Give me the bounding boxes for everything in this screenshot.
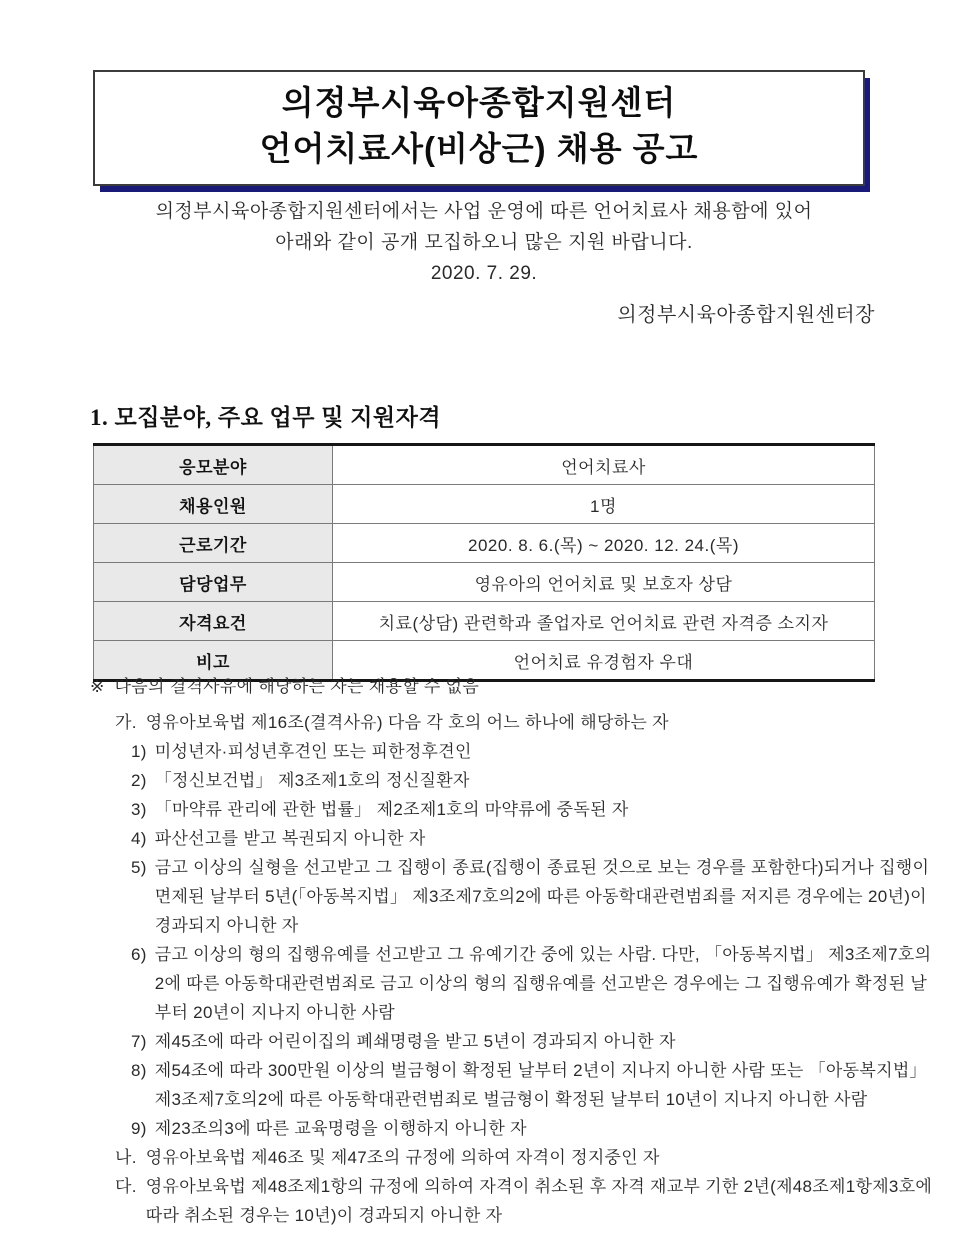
note-marker: 9) <box>131 1119 147 1138</box>
table-row <box>94 602 875 641</box>
row-value: 언어치료 유경험자 우대 <box>333 641 875 681</box>
row-value: 1명 <box>333 485 875 524</box>
note-marker: 나. <box>115 1148 137 1167</box>
title-line-1: 의정부시육아종합지원센터 <box>281 84 677 121</box>
note-text: 금고 이상의 형의 집행유예를 선고받고 그 유예기간 중에 있는 사람. 다만, 「아동복지법」 제3조제7호의2에 따른 아동학대관련범죄로 금고 이상의 형의 집행유예를 선고받은 경우에는 그 집행유예가 확정된 날부터 20년이 지나지 아니한 사람 <box>154 945 932 1022</box>
announcement-date: 2020. 7. 29. <box>430 263 538 284</box>
note-text: 금고 이상의 실형을 선고받고 그 집행이 종료(집행이 종료된 것으로 보는 경우를 포함한다)되거나 집행이 면제된 날부터 5년(「아동복지법」 제3조제7호의2에 따른 아동학대관련범죄를 저지른 경우에는 20년)이 경과되지 아니한 자 <box>154 858 930 935</box>
note-text: 영유아보육법 제48조제1항의 규정에 의하여 자격이 취소된 후 자격 재교부 기한 2년(제48조제1항제3호에 따라 취소된 경우는 10년)이 경과되지 아니한 자 <box>145 1177 933 1225</box>
note-marker: 6) <box>131 945 147 964</box>
table-row <box>94 445 875 485</box>
note-row <box>131 824 938 853</box>
note-marker: 다. <box>115 1177 137 1196</box>
note-row <box>131 766 938 795</box>
note-text: 제45조에 따라 어린이집의 폐쇄명령을 받고 5년이 경과되지 아니한 자 <box>154 1032 676 1051</box>
note-text: 미성년자·피성년후견인 또는 피한정후견인 <box>154 742 472 761</box>
note-text: 다음의 결격사유에 해당하는 자는 채용할 수 없음 <box>114 677 480 696</box>
note-text: 제54조에 따라 300만원 이상의 벌금형이 확정된 날부터 2년이 지나지 아니한 사람 또는 「아동복지법」 제3조제7호의2에 따른 아동학대관련범죄로 벌금형이 확정된 날부터 10년이 지나지 아니한 사람 <box>154 1061 927 1109</box>
row-value: 2020. 8. 6.(목) ~ 2020. 12. 24.(목) <box>333 524 875 563</box>
note-text: 「마약류 관리에 관한 법률」 제2조제1호의 마약류에 중독된 자 <box>154 800 629 819</box>
note-marker: 2) <box>131 771 147 790</box>
note-marker: ※ <box>90 677 105 696</box>
note-text: 영유아보육법 제16조(결격사유) 다음 각 호의 어느 하나에 해당하는 자 <box>145 713 669 732</box>
note-marker: 7) <box>131 1032 147 1051</box>
row-value: 언어치료사 <box>333 445 875 485</box>
section-heading: 1. 모집분야, 주요 업무 및 지원자격 <box>90 405 442 430</box>
signature-line: 의정부시육아종합지원센터장 <box>617 304 875 326</box>
intro-line-2: 아래와 같이 공개 모집하오니 많은 지원 바랍니다. <box>275 232 693 253</box>
title-box <box>93 70 865 186</box>
table-row <box>94 485 875 524</box>
note-marker: 4) <box>131 829 147 848</box>
table-row <box>94 524 875 563</box>
note-row <box>115 708 938 737</box>
row-value: 영유아의 언어치료 및 보호자 상담 <box>333 563 875 602</box>
note-row <box>131 737 938 766</box>
row-label: 담당업무 <box>94 563 333 602</box>
note-row <box>131 1056 938 1114</box>
note-text: 파산선고를 받고 복권되지 아니한 자 <box>154 829 426 848</box>
note-marker: 가. <box>115 713 137 732</box>
note-row <box>115 1172 938 1230</box>
row-label: 자격요건 <box>94 602 333 641</box>
intro-paragraph <box>93 196 875 289</box>
row-label: 응모분야 <box>94 445 333 485</box>
title-line-2: 언어치료사(비상근) 채용 공고 <box>259 130 699 167</box>
note-row <box>131 1027 938 1056</box>
note-row <box>131 795 938 824</box>
note-marker: 5) <box>131 858 147 877</box>
table-row <box>94 563 875 602</box>
disqualification-notes <box>90 672 938 1230</box>
row-label: 채용인원 <box>94 485 333 524</box>
note-row <box>131 1114 938 1143</box>
recruitment-table <box>93 443 875 682</box>
note-marker: 8) <box>131 1061 147 1080</box>
row-label: 근로기간 <box>94 524 333 563</box>
note-marker: 3) <box>131 800 147 819</box>
note-text: 「정신보건법」 제3조제1호의 정신질환자 <box>154 771 470 790</box>
note-row <box>115 1143 938 1172</box>
row-label: 비고 <box>94 641 333 681</box>
row-value: 치료(상담) 관련학과 졸업자로 언어치료 관련 자격증 소지자 <box>333 602 875 641</box>
note-marker: 1) <box>131 742 147 761</box>
note-text: 영유아보육법 제46조 및 제47조의 규정에 의하여 자격이 정지중인 자 <box>145 1148 660 1167</box>
note-text: 제23조의3에 따른 교육명령을 이행하지 아니한 자 <box>154 1119 527 1138</box>
note-row <box>90 672 938 701</box>
note-row <box>131 853 938 940</box>
note-row <box>131 940 938 1027</box>
intro-line-1: 의정부시육아종합지원센터에서는 사업 운영에 따른 언어치료사 채용함에 있어 <box>155 201 813 222</box>
